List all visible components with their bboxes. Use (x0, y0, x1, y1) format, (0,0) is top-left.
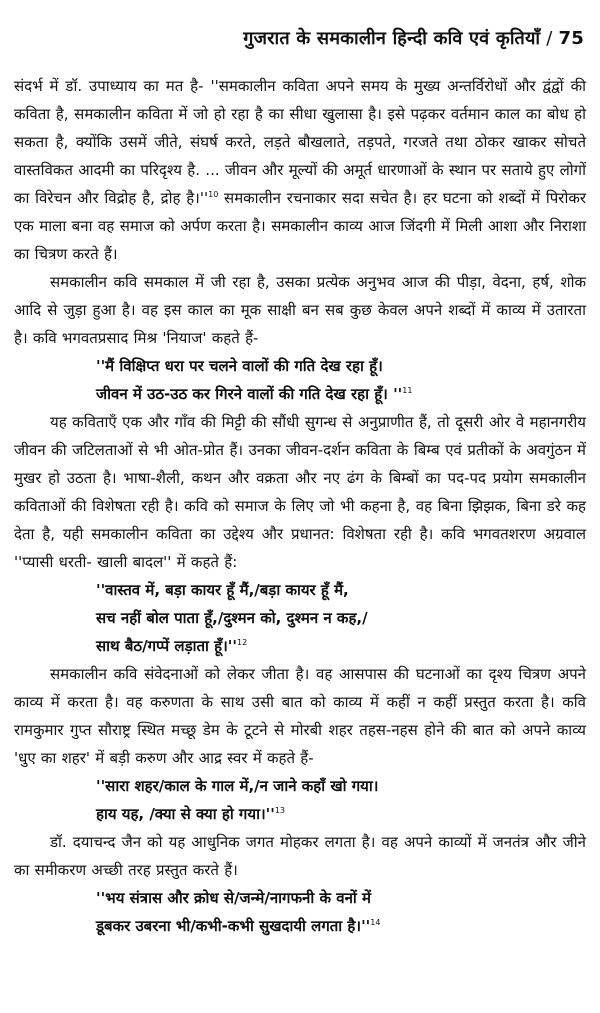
quote-1-line-2 (96, 380, 586, 408)
quote-1-line-2-text: जीवन में उठ-उठ कर गिरने वालों की गति देख रहा हूँ। '' (96, 385, 403, 403)
book-title: गुजरात के समकालीन हिन्दी कवि एवं कृतियाँ (243, 28, 541, 49)
paragraph-1-text: संदर्भ में डॉ. उपाध्याय का मत है- ''समकालीन कविता अपने समय के मुख्य अन्तर्विरोधों और द्वंद्वों की कविता है, समकालीन कविता में जो हो रहा है का सीधा खुलासा है। इसे पढ़कर वर्तमान काल का बोध हो सकता है, क्योंकि उसमें जीते, संघर्ष करते, लड़ते बौखलाते, तड़पते, गरजते तथा ठोकर खाकर सोचते वास्तविकत आदमी का परिदृश्य है. ... जीवन और मूल्यों की अमूर्त धारणाओं के स्थान पर सताये हुए लोगों का विरेचन और विद्रोह है, द्रोह है।'' (14, 77, 586, 207)
running-header (243, 26, 584, 50)
quote-1 (14, 352, 586, 408)
quote-4-line-2 (96, 912, 586, 940)
paragraph-4: समकालीन कवि संवेदनाओं को लेकर जीता है। वह आसपास की घटनाओं का दृश्य चित्रण अपने काव्य में करता है। वह करुणता के साथ उसी बात को काव्य में कहीं न कहीं प्रस्तुत करता है। कवि रामकुमार गुप्त सौराष्ट्र स्थित मच्छू डेम के टूटने से मोरबी शहर तहस-नहस होने की बात को अपने काव्य 'धुए का शहर' में बड़ी करुण और आद्र स्वर में कहते हैं- (14, 665, 586, 767)
quote-2-line-1: ''वास्तव में, बड़ा कायर हूँ मैं,/बड़ा कायर हूँ मैं, (96, 581, 349, 599)
footnote-marker-12: 12 (236, 638, 248, 647)
quote-1-line-1: ''मैं विक्षिप्त धरा पर चलने वालों की गति देख रहा हूँ। (96, 357, 383, 375)
paragraph-3: यह कविताएँ एक और गाँव की मिट्टी की सौंधी सुगन्ध से अनुप्राणीत हैं, तो दूसरी ओर वे महानगरीय जीवन की जटिलताओं से भी ओत-प्रोत हैं। उनका जीवन-दर्शन कविता के बिम्ब एवं प्रतीकों के अवगुंठन में मुखर हो उठता है। भाषा-शैली, कथन और वक्रता और नए ढंग के बिम्बों का पद-पद प्रयोग समकालीन कविताओं की विशेषता रही है। कवि को समाज के लिए जो भी कहना है, वह बिना झिझक, बिना डरे कह देता है, यही समकालीन कविता का उद्देश्य और प्रधानत: विशेषता रही है। कवि भगवतशरण अग्रवाल ''प्यासी धरती- खाली बादल'' में कहते हैं: (14, 413, 586, 571)
quote-4-line-1: ''भय संत्रास और क्रोध से/जन्मे/नागफनी के वनों में (96, 889, 371, 907)
footnote-marker-14: 14 (370, 918, 381, 927)
quote-3-line-2-text: हाय यह, /क्या से क्या हो गया।'' (96, 805, 275, 823)
header-separator: / (546, 28, 553, 49)
page-number: 75 (558, 28, 584, 49)
quote-2-line-3-text: साथ बैठ/गप्पें लड़ाता हूँ।'' (96, 637, 237, 655)
quote-3 (14, 772, 586, 828)
quote-4-line-2-text: डूबकर उबरना भी/कभी-कभी सुखदायी लगता है।'' (96, 917, 371, 935)
footnote-marker-13: 13 (274, 806, 286, 815)
quote-2-line-3 (96, 632, 586, 660)
paragraph-2: समकालीन कवि समकाल में जी रहा है, उसका प्रत्येक अनुभव आज की पीड़ा, वेदना, हर्ष, शोक आदि से जुड़ा हुआ है। वह इस काल का मूक साक्षी बन सब कुछ केवल अपने शब्दों में काव्य में उतारता है। कवि भगवतप्रसाद मिश्र 'नियाज' कहते हैं- (14, 273, 586, 347)
paragraph-1-continuation: समकालीन रचनाकार सदा सचेत है। हर घटना को शब्दों में पिरोकर एक माला बना वह समाज को अर्पण करता है। समकालीन काव्य आज जिंदगी में मिली आशा और निराशा का चित्रण करते हैं। (14, 189, 586, 263)
quote-2 (14, 576, 586, 660)
paragraph-5: डॉ. दयाचन्द जैन को यह आधुनिक जगत मोहकर लगता है। वह अपने काव्यों में जनतंत्र और जीने का समीकरण अच्छी तरह प्रस्तुत करते हैं। (14, 833, 586, 879)
quote-3-line-1: ''सारा शहर/काल के गाल में,/न जाने कहाँ खो गया। (96, 777, 379, 795)
quote-3-line-2 (96, 800, 586, 828)
quote-2-line-2: सच नहीं बोल पाता हूँ,/दुश्मन को, दुश्मन न कह,/ (96, 609, 368, 627)
footnote-marker-10: 10 (208, 190, 219, 199)
paragraph-1 (14, 72, 586, 268)
body-text (14, 72, 586, 940)
footnote-marker-11: 11 (402, 386, 413, 395)
quote-4 (14, 884, 586, 940)
